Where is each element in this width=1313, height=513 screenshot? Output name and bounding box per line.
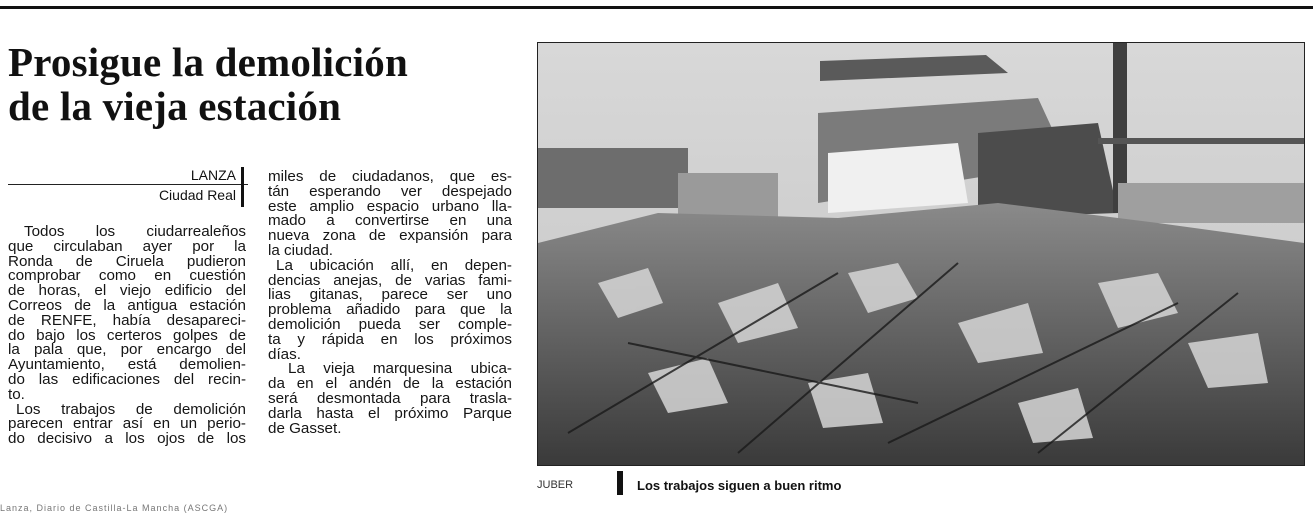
text-line: tán esperando ver despejado: [268, 182, 512, 200]
text-line: ta y rápida en los próximos: [268, 330, 512, 348]
platform-canopy: [1098, 138, 1304, 144]
text-line: problema añadido para que la: [268, 301, 512, 319]
text-line: La vieja marquesina ubica-: [288, 360, 512, 378]
text-line: do bajo los certeros golpes de: [8, 326, 246, 344]
footer-strip: Lanza, Diario de Castilla-La Mancha (ASCGA): [0, 503, 229, 513]
text-line: da en el andén de la estación: [268, 375, 512, 393]
top-rule: [0, 6, 1313, 9]
text-line: este amplio espacio urbano lla-: [268, 197, 512, 215]
text-line: nueva zona de expansión para: [268, 227, 512, 245]
text-line: Ayuntamiento, está demolien-: [8, 356, 246, 374]
text-line: la ciudad.: [268, 241, 334, 259]
article-column-1: [8, 225, 246, 447]
demolition-photo: [537, 42, 1305, 466]
text-line: darla hasta el próximo Parque: [268, 404, 512, 422]
text-line: será desmontada para trasla-: [268, 389, 512, 407]
text-line: Correos de la antigua estación: [8, 296, 246, 314]
byline: [150, 165, 236, 205]
photo-illustration: [538, 43, 1304, 465]
byline-bar: [241, 167, 244, 207]
text-line: que circulaban ayer por la: [8, 237, 246, 255]
byline-agency: LANZA: [190, 167, 236, 183]
text-line: do las edificaciones del recin-: [8, 370, 246, 388]
rubble-pile: [538, 203, 1304, 465]
byline-location: Ciudad Real: [158, 187, 236, 203]
platform: [1118, 183, 1304, 223]
text-line: demolición pueda ser comple-: [268, 315, 512, 333]
article-column-2: [268, 170, 512, 436]
text-line: de RENFE, había desapareci-: [8, 311, 246, 329]
text-line: Los trabajos de demolición: [16, 400, 246, 418]
photo-caption: Los trabajos siguen a buen ritmo: [637, 478, 842, 493]
text-line: días.: [268, 345, 301, 363]
byline-rule: [8, 184, 248, 185]
background-building: [538, 148, 688, 208]
text-line: de horas, el viejo edificio del: [8, 282, 246, 300]
white-wall: [828, 143, 968, 213]
text-line: dencias anejas, de varias fami-: [268, 271, 512, 289]
text-line: lias gitanas, parece ser uno: [268, 286, 512, 304]
text-line: to.: [8, 385, 25, 403]
headline: [8, 40, 513, 128]
headline-line-1: Prosigue la demolición: [8, 39, 408, 85]
text-line: de Gasset.: [268, 419, 342, 437]
text-line: comprobar como en cuestión: [8, 267, 246, 285]
text-line: parecen entrar así en un perio-: [8, 415, 246, 433]
text-line: miles de ciudadanos, que es-: [268, 168, 512, 185]
headline-line-2: de la vieja estación: [8, 83, 342, 129]
text-line: La ubicación allí, en depen-: [276, 256, 512, 274]
photo-credit: JUBER: [537, 479, 574, 491]
text-line: la pala que, por encargo del: [8, 341, 246, 359]
caption-bar: [617, 471, 623, 495]
text-line: Todos los ciudarrealeños: [24, 223, 246, 240]
text-line: Ronda de Ciruela pudieron: [8, 252, 246, 270]
text-line: mado a convertirse en una: [268, 212, 512, 230]
text-line: do decisivo a los ojos de los: [8, 430, 246, 448]
